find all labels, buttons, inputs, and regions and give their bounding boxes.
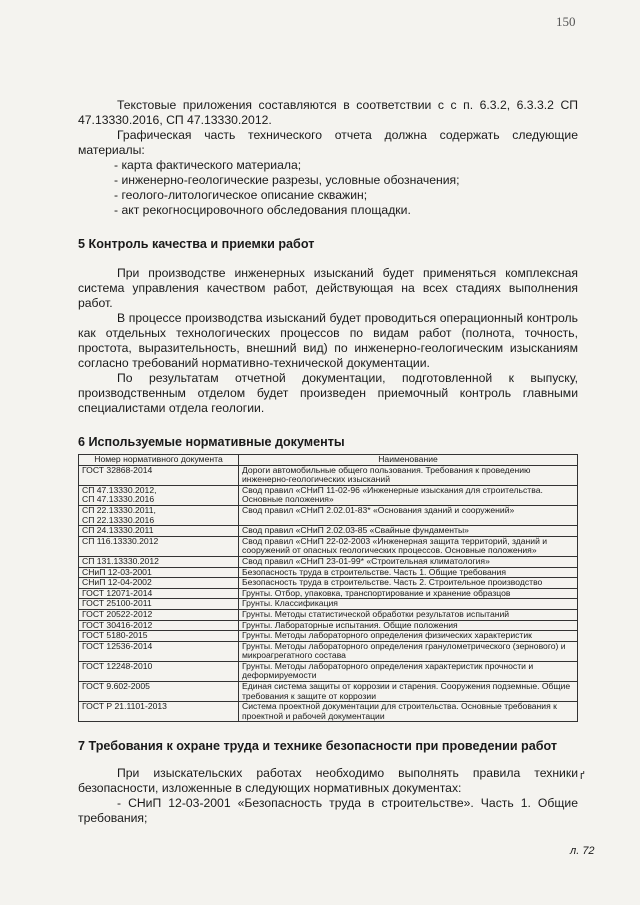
document-number-cell: ГОСТ 25100-2011 bbox=[79, 599, 239, 610]
document-number-cell: ГОСТ 5180-2015 bbox=[79, 631, 239, 642]
page-number-top: 150 bbox=[556, 14, 576, 29]
bullet-item: - геолого-литологическое описание скважин; bbox=[114, 188, 368, 202]
section-5-paragraph-1: При производстве инженерных изысканий будет применяться комплексная система управления качеством работ, действующая на всех стадиях выполнения работ. bbox=[78, 266, 578, 310]
margin-mark: ґ bbox=[580, 770, 585, 782]
document-name-cell: Свод правил «СНиП 2.02.01-83* «Основания зданий и сооружений» bbox=[239, 505, 578, 525]
table-row bbox=[79, 588, 578, 599]
table-row bbox=[79, 465, 578, 485]
document-number-cell: ГОСТ Р 21.1101-2013 bbox=[79, 702, 239, 722]
document-body bbox=[78, 98, 578, 826]
document-number-cell: ГОСТ 9.602-2005 bbox=[79, 682, 239, 702]
table-row bbox=[79, 609, 578, 620]
document-name-cell: Безопасность труда в строительстве. Часть 2. Строительное производство bbox=[239, 578, 578, 589]
section-5-paragraph-2: В процессе производства изысканий будет проводиться операционный контроль как отдельных технологических процессов по видам работ (полнота, точность, простота, выразительность, внешний вид) по инженерно-геологическим изысканиям согласно требований нормативно-технической документации. bbox=[78, 311, 578, 370]
table-body bbox=[79, 465, 578, 722]
column-header-number: Номер нормативного документа bbox=[79, 455, 239, 466]
document-name-cell: Грунты. Отбор, упаковка, транспортирование и хранение образцов bbox=[239, 588, 578, 599]
section-5-paragraph-3: По результатам отчетной документации, подготовленной к выпуску, производственным отделом будет произведен приемочный контроль главными специалистами отдела геологии. bbox=[78, 371, 578, 415]
bullet-item: - акт рекогносцировочного обследования площадки. bbox=[114, 203, 411, 217]
document-number-cell: ГОСТ 20522-2012 bbox=[79, 609, 239, 620]
intro-paragraph-1: Текстовые приложения составляются в соответствии с с п. 6.3.2, 6.3.3.2 СП 47.13330.2016, СП 47.13330.2012. bbox=[78, 98, 578, 127]
document-name-cell: Грунты. Методы лабораторного определения физических характеристик bbox=[239, 631, 578, 642]
document-number-cell: СП 116.13330.2012 bbox=[79, 536, 239, 556]
section-6-heading: 6 Используемые нормативные документы bbox=[78, 435, 345, 449]
document-number-cell: ГОСТ 12536-2014 bbox=[79, 641, 239, 661]
table-row bbox=[79, 702, 578, 722]
document-name-cell: Безопасность труда в строительстве. Часть 1. Общие требования bbox=[239, 567, 578, 578]
table-row bbox=[79, 641, 578, 661]
table-row bbox=[79, 505, 578, 525]
section-7-paragraph-1: При изыскательских работах необходимо выполнять правила техники безопасности, изложенные в следующих нормативных документах: bbox=[78, 766, 578, 796]
document-number-cell: ГОСТ 12071-2014 bbox=[79, 588, 239, 599]
document-number-cell: ГОСТ 32868-2014 bbox=[79, 465, 239, 485]
table-row bbox=[79, 578, 578, 589]
bullet-item: - карта фактического материала; bbox=[114, 158, 302, 172]
document-number-cell: СП 22.13330.2011, СП 22.13330.2016 bbox=[79, 505, 239, 525]
table-row bbox=[79, 661, 578, 681]
column-header-name: Наименование bbox=[239, 455, 578, 466]
table-row bbox=[79, 631, 578, 642]
document-name-cell: Грунты. Лабораторные испытания. Общие положения bbox=[239, 620, 578, 631]
section-5-heading: 5 Контроль качества и приемки работ bbox=[78, 237, 315, 251]
normative-documents-table bbox=[78, 454, 578, 722]
document-number-cell: СНиП 12-03-2001 bbox=[79, 567, 239, 578]
document-name-cell: Единая система защиты от коррозии и старения. Сооружения подземные. Общие требования к защите от коррозии bbox=[239, 682, 578, 702]
table-row bbox=[79, 620, 578, 631]
document-number-cell: СП 131.13330.2012 bbox=[79, 556, 239, 567]
table-row bbox=[79, 567, 578, 578]
document-name-cell: Свод правил «СНиП 22-02-2003 «Инженерная защита территорий, зданий и сооружений от опасных геологических процессов. Основные положения» bbox=[239, 536, 578, 556]
document-number-cell: СНиП 12-04-2002 bbox=[79, 578, 239, 589]
table-row bbox=[79, 536, 578, 556]
document-name-cell: Грунты. Классификация bbox=[239, 599, 578, 610]
table-row bbox=[79, 556, 578, 567]
document-name-cell: Дороги автомобильные общего пользования. Требования к проведению инженерно-геологических изысканий bbox=[239, 465, 578, 485]
document-name-cell: Грунты. Методы статистической обработки результатов испытаний bbox=[239, 609, 578, 620]
document-number-cell: ГОСТ 30416-2012 bbox=[79, 620, 239, 631]
document-name-cell: Система проектной документации для строительства. Основные требования к проектной и рабочей документации bbox=[239, 702, 578, 722]
bullet-item: - инженерно-геологические разрезы, условные обозначения; bbox=[114, 173, 460, 187]
document-number-cell: СП 47.13330.2012, СП 47.13330.2016 bbox=[79, 485, 239, 505]
document-name-cell: Свод правил «СНиП 23-01-99* «Строительная климатология» bbox=[239, 556, 578, 567]
table-row bbox=[79, 682, 578, 702]
section-7-heading: 7 Требования к охране труда и технике безопасности при проведении работ bbox=[78, 739, 558, 754]
document-name-cell: Грунты. Методы лабораторного определения гранулометрического (зернового) и микроагрегатного состава bbox=[239, 641, 578, 661]
intro-paragraph-2: Графическая часть технического отчета должна содержать следующие материалы: bbox=[78, 128, 578, 157]
document-number-cell: СП 24.13330.2011 bbox=[79, 526, 239, 537]
section-7-paragraph-2: - СНиП 12-03-2001 «Безопасность труда в строительстве». Часть 1. Общие требования; bbox=[78, 796, 578, 826]
document-number-cell: ГОСТ 12248-2010 bbox=[79, 661, 239, 681]
table-row bbox=[79, 485, 578, 505]
document-name-cell: Свод правил «СНиП 2.02.03-85 «Свайные фундаменты» bbox=[239, 526, 578, 537]
table-row bbox=[79, 599, 578, 610]
table-row bbox=[79, 526, 578, 537]
page-number-bottom: л. 72 bbox=[570, 845, 595, 857]
document-name-cell: Свод правил «СНиП 11-02-96 «Инженерные изыскания для строительства. Основные положения» bbox=[239, 485, 578, 505]
document-name-cell: Грунты. Методы лабораторного определения характеристик прочности и деформируемости bbox=[239, 661, 578, 681]
